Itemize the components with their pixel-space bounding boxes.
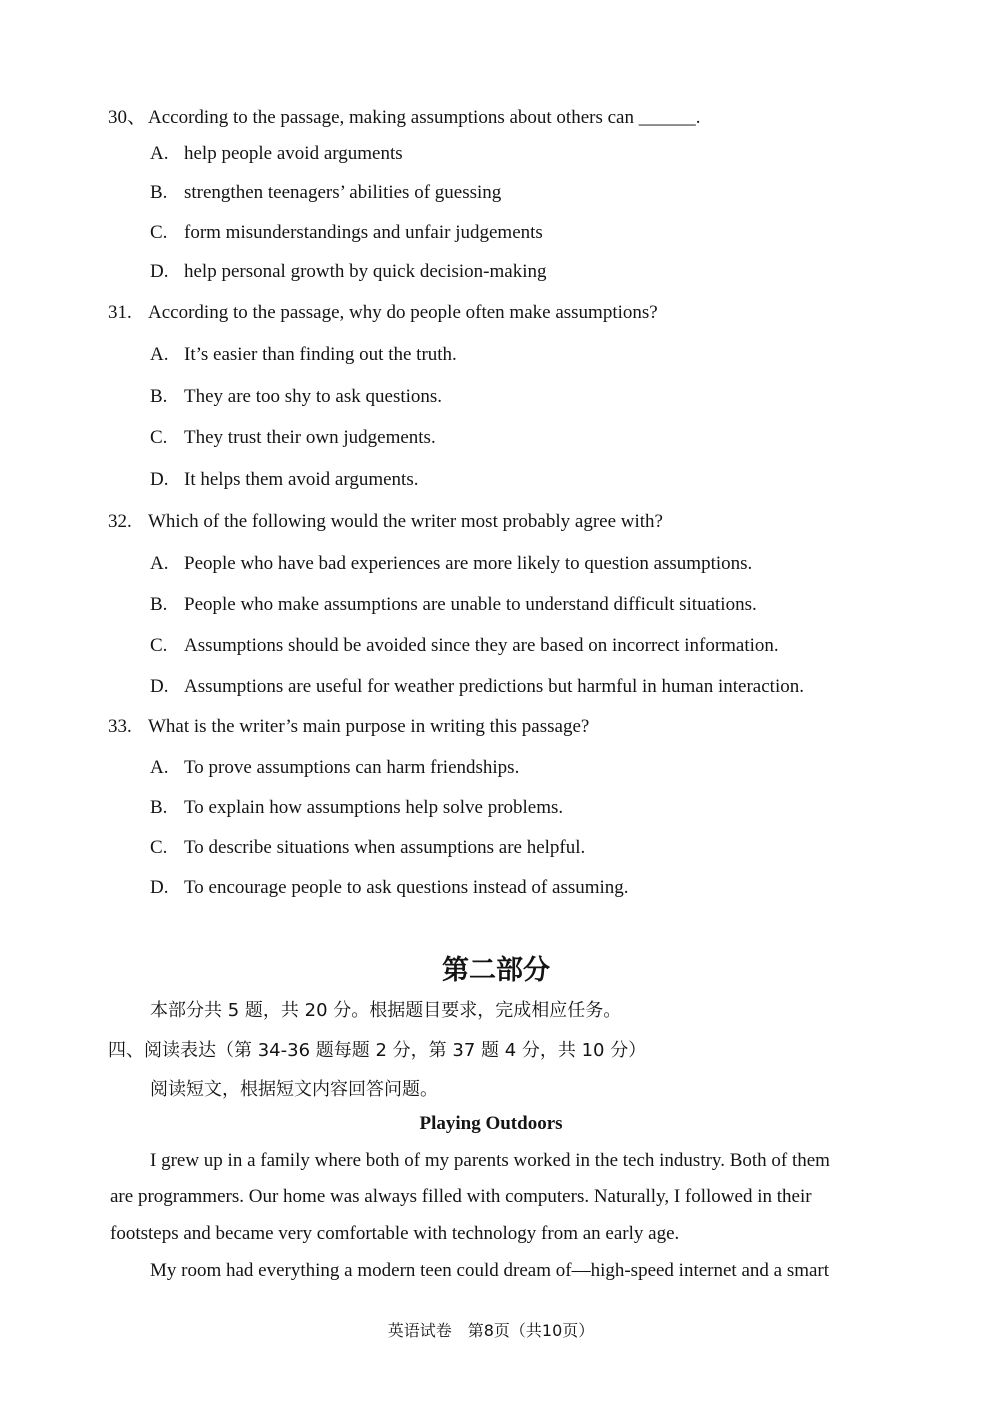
question-30-option-a: A. help people avoid arguments: [150, 143, 403, 164]
question-32-option-d: D. Assumptions are useful for weather predictions but harmful in human interaction.: [150, 676, 804, 697]
section-heading: 四、阅读表达（第 34-36 题每题 2 分，第 37 题 4 分，共 10 分）: [108, 1040, 647, 1061]
passage-line: are programmers. Our home was always filled with computers. Naturally, I followed in their: [110, 1186, 812, 1207]
passage-title: Playing Outdoors: [419, 1113, 563, 1134]
question-33-option-d: D. To encourage people to ask questions instead of assuming.: [150, 877, 629, 898]
question-31-option-d: D. It helps them avoid arguments.: [150, 469, 419, 490]
question-text: According to the passage, making assumptions about others can ______.: [148, 107, 701, 128]
question-32-option-b: B. People who make assumptions are unable to understand difficult situations.: [150, 594, 757, 615]
question-31-option-c: C. They trust their own judgements.: [150, 427, 436, 448]
passage-line: footsteps and became very comfortable with technology from an early age.: [110, 1223, 680, 1244]
passage-line: My room had everything a modern teen could dream of—high-speed internet and a smart: [150, 1260, 830, 1281]
question-30-option-c: C. form misunderstandings and unfair judgements: [150, 222, 543, 243]
question-30-option-d: D. help personal growth by quick decision-making: [150, 261, 547, 282]
part-title: 第二部分: [442, 955, 550, 986]
question-33-stem: [108, 716, 589, 738]
question-31-option-a: A. It’s easier than finding out the truth.: [150, 344, 457, 365]
question-31-stem: [108, 302, 658, 324]
question-number: 30、: [108, 107, 147, 128]
question-33-option-a: A. To prove assumptions can harm friendships.: [150, 757, 520, 778]
question-32-option-a: A. People who have bad experiences are more likely to question assumptions.: [150, 553, 753, 574]
question-number: 32.: [108, 511, 132, 532]
question-30-option-b: B. strengthen teenagers’ abilities of guessing: [150, 182, 502, 203]
question-text: Which of the following would the writer most probably agree with?: [148, 511, 663, 532]
section-instruction: 阅读短文，根据短文内容回答问题。: [150, 1079, 438, 1100]
question-33-option-c: C. To describe situations when assumptions are helpful.: [150, 837, 586, 858]
question-text: According to the passage, why do people often make assumptions?: [148, 302, 658, 323]
question-31-option-b: B. They are too shy to ask questions.: [150, 386, 443, 407]
part-intro: 本部分共 5 题，共 20 分。根据题目要求，完成相应任务。: [150, 1000, 622, 1021]
question-number: 31.: [108, 302, 132, 323]
question-32-option-c: C. Assumptions should be avoided since they are based on incorrect information.: [150, 635, 779, 656]
question-32-stem: [108, 511, 663, 533]
question-30-stem: [108, 102, 700, 129]
page-footer: 英语试卷 第8页（共10页）: [387, 1321, 595, 1340]
question-number: 33.: [108, 716, 132, 737]
passage-line: I grew up in a family where both of my parents worked in the tech industry. Both of them: [150, 1150, 830, 1171]
question-text: What is the writer’s main purpose in writing this passage?: [148, 716, 590, 737]
question-33-option-b: B. To explain how assumptions help solve problems.: [150, 797, 564, 818]
